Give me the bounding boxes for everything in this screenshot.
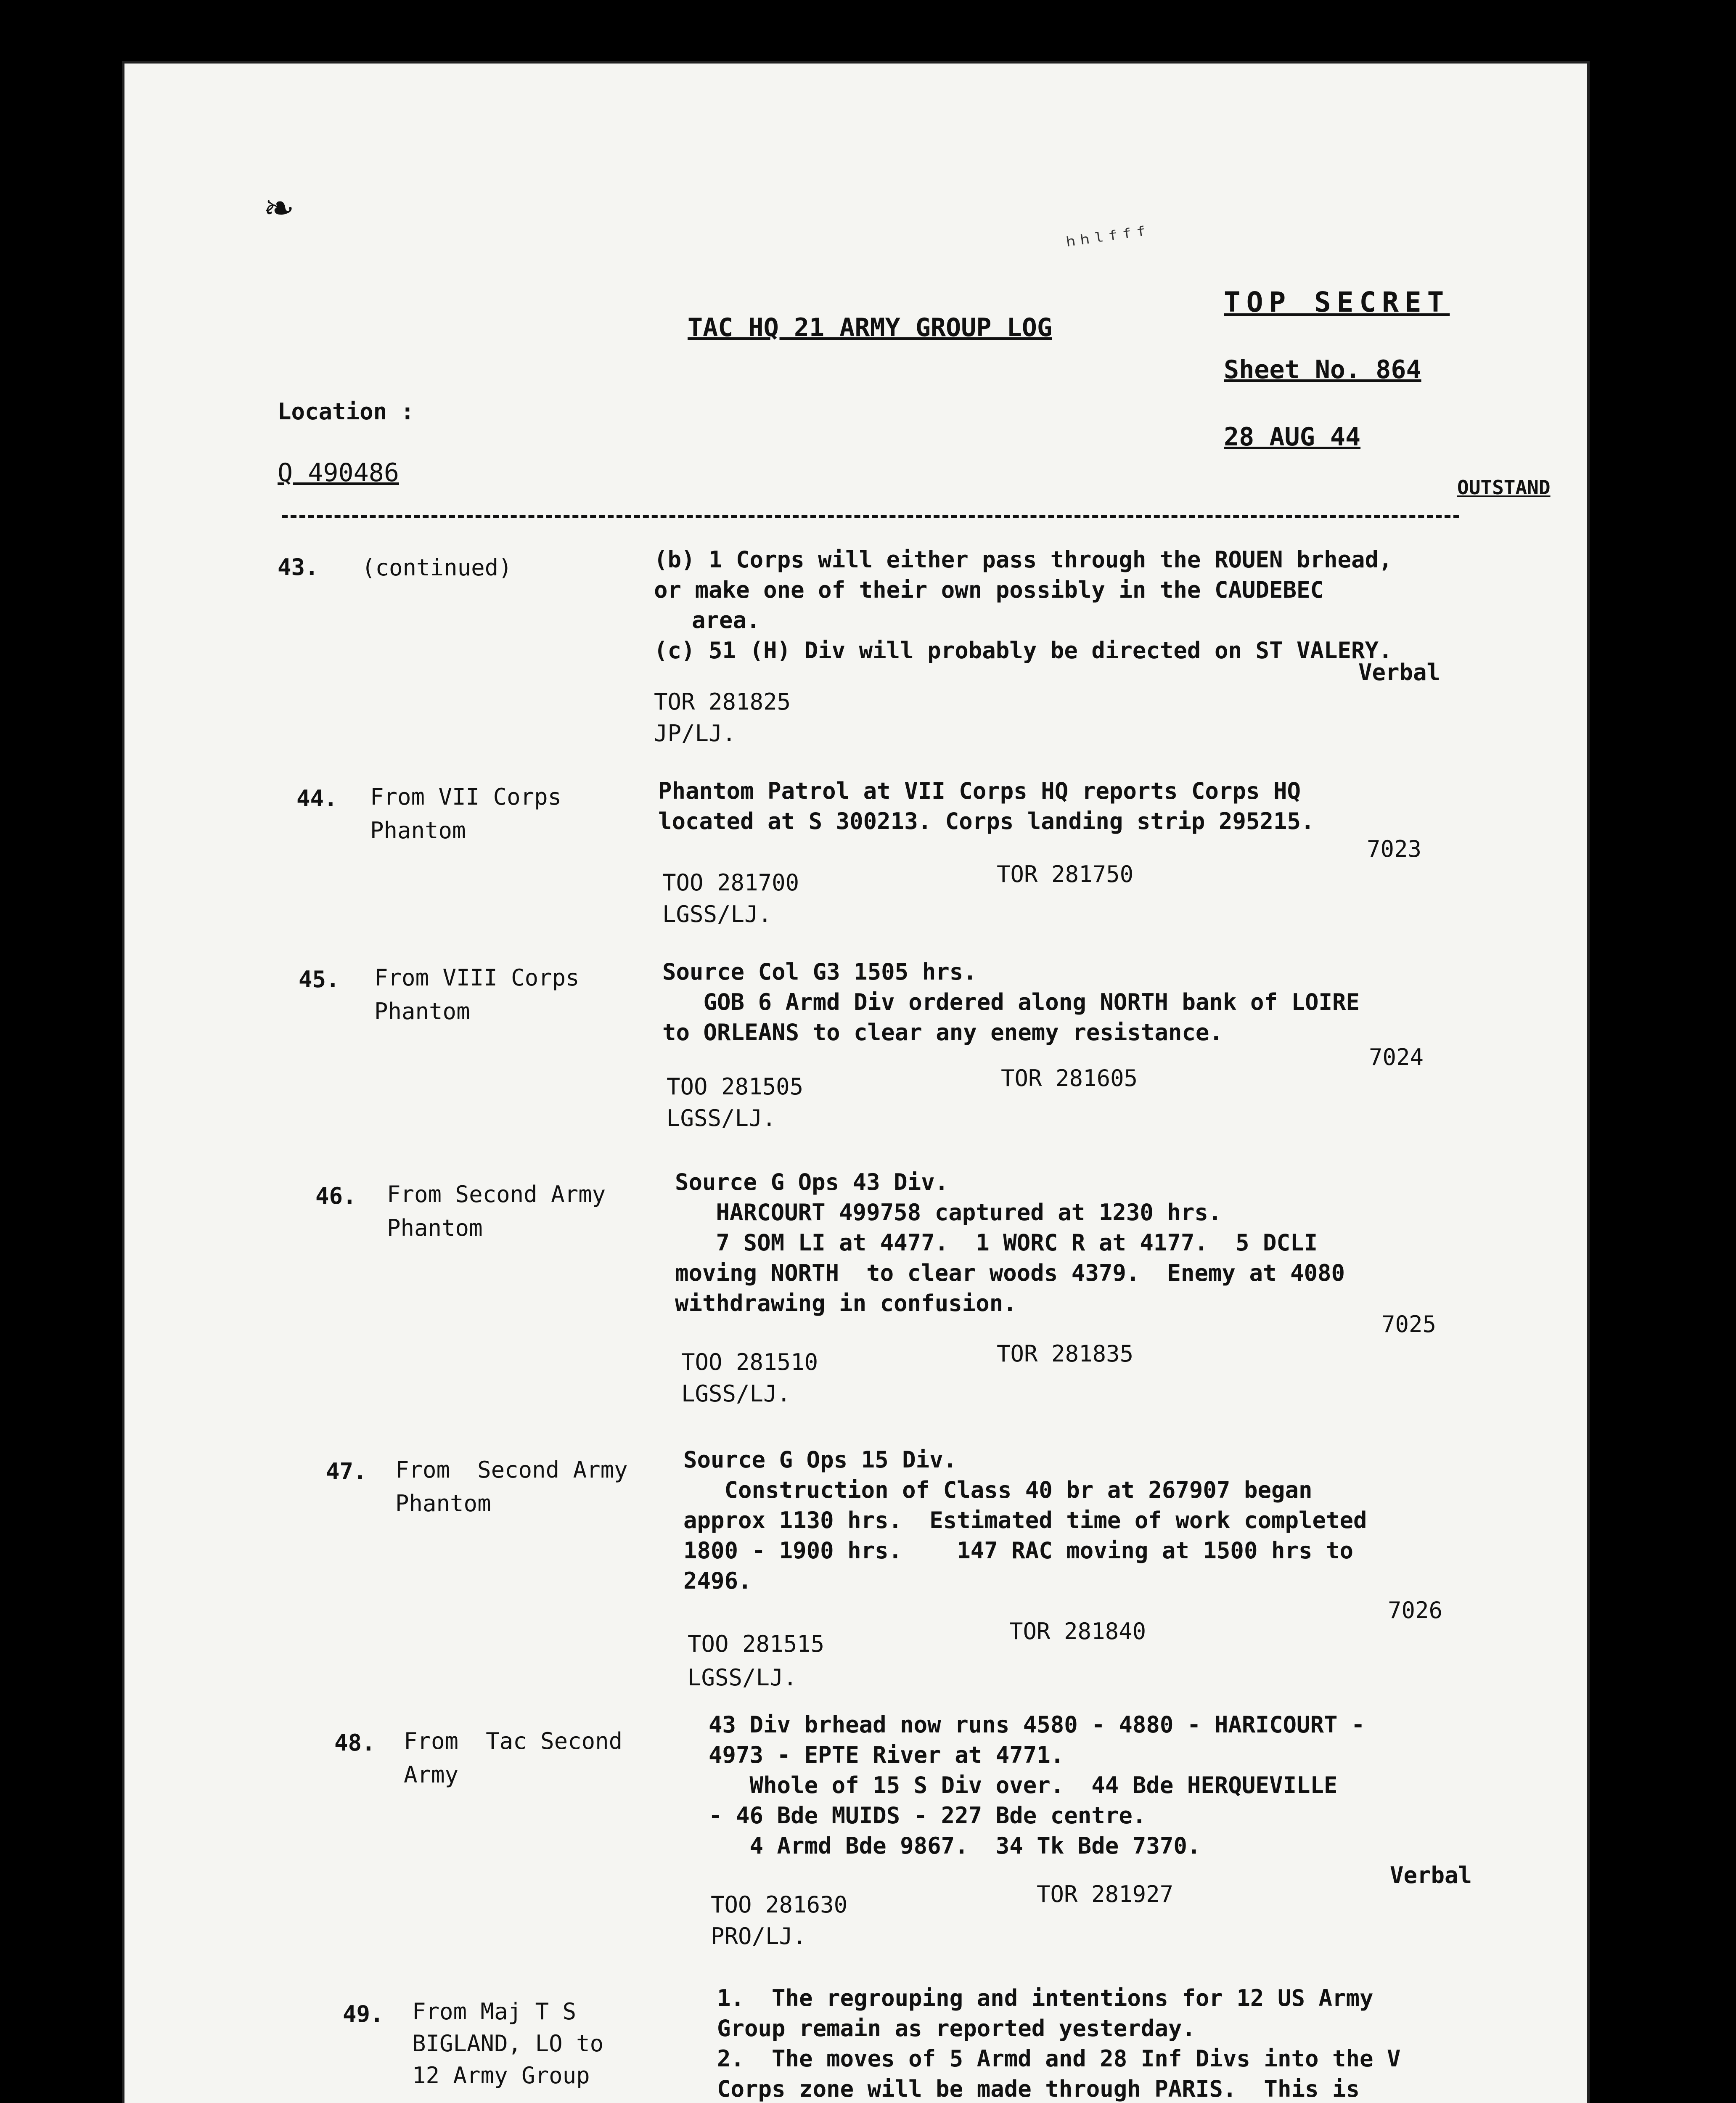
entry-line: 43 Div brhead now runs 4580 - 4880 - HARICOURT -: [709, 1711, 1365, 1738]
entry-too: TOO 281700: [662, 869, 799, 896]
entry-tor: TOR 281927: [1037, 1881, 1174, 1907]
entry-line: 1800 - 1900 hrs. 147 RAC moving at 1500 hrs to: [683, 1537, 1354, 1564]
entry-line: 2. The moves of 5 Armd and 28 Inf Divs into the V: [717, 2045, 1401, 2072]
entry-line: 2496.: [683, 1568, 752, 1594]
entry-from: From VII Corps Phantom: [370, 784, 562, 844]
entry-line: 7 SOM LI at 4477. 1 WORC R at 4177. 5 DCLI: [675, 1229, 1318, 1256]
entry-line: located at S 300213. Corps landing strip 295215.: [658, 808, 1315, 834]
entry-too: TOO 281515: [688, 1631, 825, 1657]
entry-tor: TOR 281840: [1009, 1618, 1146, 1645]
entry-line: - 46 Bde MUIDS - 227 Bde centre.: [709, 1802, 1146, 1829]
entry-number: 49.: [343, 2001, 384, 2027]
entry-line: Source G Ops 43 Div.: [675, 1169, 949, 1195]
entry-signature: LGSS/LJ.: [667, 1105, 776, 1131]
entry-line: Phantom Patrol at VII Corps HQ reports Corps HQ: [658, 778, 1301, 804]
entry-from: From Tac Second Army: [404, 1728, 623, 1788]
entry-number: 44.: [296, 785, 338, 812]
outstanding-stamp: OUTSTAND: [1457, 476, 1551, 499]
entry-number: 48.: [334, 1730, 376, 1756]
entry-line: to ORLEANS to clear any enemy resistance.: [662, 1019, 1223, 1046]
entry-signature: PRO/LJ.: [711, 1923, 807, 1949]
entry-line: 4973 - EPTE River at 4771.: [709, 1742, 1064, 1768]
location-value: Q 490486: [278, 458, 399, 487]
entry-signature: LGSS/LJ.: [662, 901, 772, 927]
entry-from: From VIII Corps Phantom: [374, 964, 580, 1025]
entry-line: moving NORTH to clear woods 4379. Enemy at 4080: [675, 1260, 1345, 1286]
entry-line: area.: [692, 607, 760, 633]
entry-line: (b) 1 Corps will either pass through the ROUEN brhead,: [654, 546, 1392, 573]
entry-line: approx 1130 hrs. Estimated time of work completed: [683, 1507, 1367, 1534]
entry-signature: LGSS/LJ.: [688, 1664, 797, 1691]
entry-line: Corps zone will be made through PARIS. This is: [717, 2076, 1360, 2102]
sheet-number: Sheet No. 864: [1224, 355, 1421, 384]
location-label: Location :: [278, 398, 415, 425]
entry-tor: TOR 281750: [997, 861, 1134, 887]
entry-signature: LGSS/LJ.: [681, 1380, 791, 1407]
entry-line: Source G Ops 15 Div.: [683, 1446, 957, 1473]
entry-line: withdrawing in confusion.: [675, 1290, 1017, 1316]
entry-ref: Verbal: [1358, 659, 1441, 686]
entry-line: Whole of 15 S Div over. 44 Bde HERQUEVILLE: [709, 1772, 1338, 1798]
entry-from: (continued): [362, 554, 512, 581]
log-title: TAC HQ 21 ARMY GROUP LOG: [688, 313, 1052, 342]
entry-number: 47.: [326, 1458, 367, 1485]
entry-ref: 7024: [1369, 1044, 1424, 1070]
entry-too: TOO 281630: [711, 1891, 848, 1918]
entry-signature: JP/LJ.: [654, 720, 736, 747]
entry-line: 1. The regrouping and intentions for 12 US Army: [717, 1985, 1373, 2011]
handwritten-scribble: ʰʰˡᶠᶠᶠ: [1062, 221, 1151, 260]
entry-number: 45.: [299, 966, 340, 993]
entry-ref: Verbal: [1390, 1862, 1472, 1888]
document-page: [122, 61, 1590, 2103]
classification: TOP SECRET: [1224, 286, 1450, 318]
entry-line: 4 Armd Bde 9867. 34 Tk Bde 7370.: [709, 1833, 1201, 1859]
entry-ref: 7026: [1388, 1597, 1443, 1624]
entry-line: GOB 6 Armd Div ordered along NORTH bank of LOIRE: [662, 989, 1360, 1015]
entry-line: Construction of Class 40 br at 267907 began: [683, 1477, 1313, 1503]
log-date: 28 AUG 44: [1224, 422, 1361, 452]
entry-too: TOO 281505: [667, 1073, 804, 1100]
entry-from: From Second Army Phantom: [387, 1181, 606, 1241]
entry-from: From Maj T S BIGLAND, LO to 12 Army Group: [412, 1998, 604, 2089]
header-rule: [282, 515, 1459, 518]
entry-line: or make one of their own possibly in the CAUDEBEC: [654, 577, 1324, 603]
entry-ref: 7023: [1367, 836, 1422, 862]
entry-ref: 7025: [1381, 1311, 1437, 1338]
entry-too: TOR 281825: [654, 689, 791, 715]
entry-line: Source Col G3 1505 hrs.: [662, 959, 977, 985]
entry-from: From Second Army Phantom: [395, 1457, 628, 1517]
entry-number: 46.: [315, 1183, 357, 1209]
entry-tor: TOR 281835: [997, 1340, 1134, 1367]
ink-mark: ❧: [265, 179, 293, 233]
entry-line: Group remain as reported yesterday.: [717, 2015, 1196, 2042]
entry-line: (c) 51 (H) Div will probably be directed on ST VALERY.: [654, 637, 1392, 664]
entry-line: HARCOURT 499758 captured at 1230 hrs.: [675, 1199, 1222, 1226]
entry-tor: TOR 281605: [1001, 1065, 1138, 1091]
entry-number: 43.: [278, 554, 319, 580]
entry-too: TOO 281510: [681, 1349, 818, 1375]
